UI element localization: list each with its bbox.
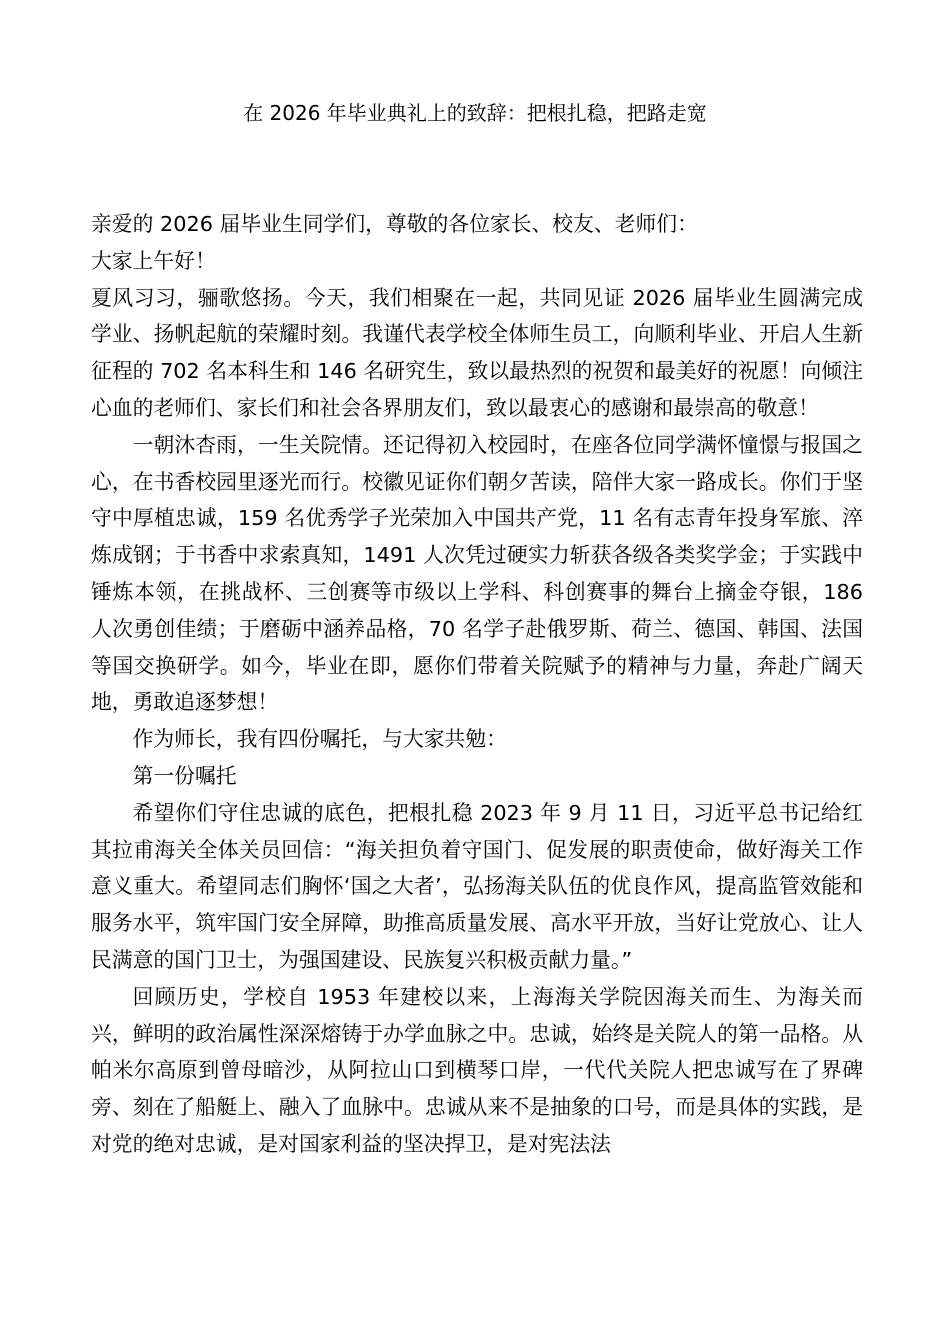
loyalty-paragraph: 希望你们守住忠诚的底色，把根扎稳 2023 年 9 月 11 日，习近平总书记给红其拉甫海关全体关员回信：“海关担负着守国门、促发展的职责使命，做好海关工作意义重大。希望同志们胸怀‘国之大者’，弘扬海关队伍的优良作风，提高监管效能和服务水平，筑牢国门安全屏障，助推高质量发展、高水平开放，当好让党放心、让人民满意的国门卫士，为强国建设、民族复兴积极贡献力量。” [91,800,863,972]
opening-paragraph: 夏风习习，骊歌悠扬。今天，我们相聚在一起，共同见证 2026 届毕业生圆满完成学业、扬帆起航的荣耀时刻。我谨代表学校全体师生员工，向顺利毕业、开启人生新征程的 702 名本科生和 146 名研究生，致以最热烈的祝贺和最美好的祝愿！向倾注心血的老师们、家长们和社会各界朋友们，致以最衷心的感谢和最崇高的敬意！ [91,285,863,420]
document-title: 在 2026 年毕业典礼上的致辞：把根扎稳，把路走宽 [243,101,707,125]
first-exhortation-heading: 第一份嘱托 [132,763,237,788]
history-paragraph: 回顾历史，学校自 1953 年建校以来，上海海关学院因海关而生、为海关而兴，鲜明的政治属性深深熔铸于办学血脉之中。忠诚，始终是关院人的第一品格。从帕米尔高原到曾母暗沙，从阿拉山口到横琴口岸，一代代关院人把忠诚写在了界碑旁、刻在了船艇上、融入了血脉中。忠诚从来不是抽象的口号，而是具体的实践，是对党的绝对忠诚，是对国家利益的坚决捍卫，是对宪法法 [91,984,863,1156]
exhortation-intro-paragraph: 作为师长，我有四份嘱托，与大家共勉： [132,727,507,752]
campus-memory-paragraph: 一朝沐杏雨，一生关院情。还记得初入校园时，在座各位同学满怀憧憬与报国之心，在书香校园里逐光而行。校徽见证你们朝夕苦读，陪伴大家一路成长。你们于坚守中厚植忠诚，159 名优秀学子光荣加入中国共产党，11 名有志青年投身军旅、淬炼成钢；于书香中求索真知，1491 人次凭过硬实力斩获各级各类奖学金；于实践中锤炼本领，在挑战杯、三创赛等市级以上学科、科创赛事的舞台上摘金夺银，186 人次勇创佳绩；于磨砺中涵养品格，70 名学子赴俄罗斯、荷兰、德国、韩国、法国等国交换研学。如今，毕业在即，愿你们带着关院赋予的精神与力量，奔赴广阔天地，勇敢追逐梦想！ [91,432,863,715]
document-body [91,206,863,1163]
salutation-paragraph: 亲爱的 2026 届毕业生同学们，尊敬的各位家长、校友、老师们： [91,212,698,236]
greeting-paragraph: 大家上午好！ [91,248,216,273]
